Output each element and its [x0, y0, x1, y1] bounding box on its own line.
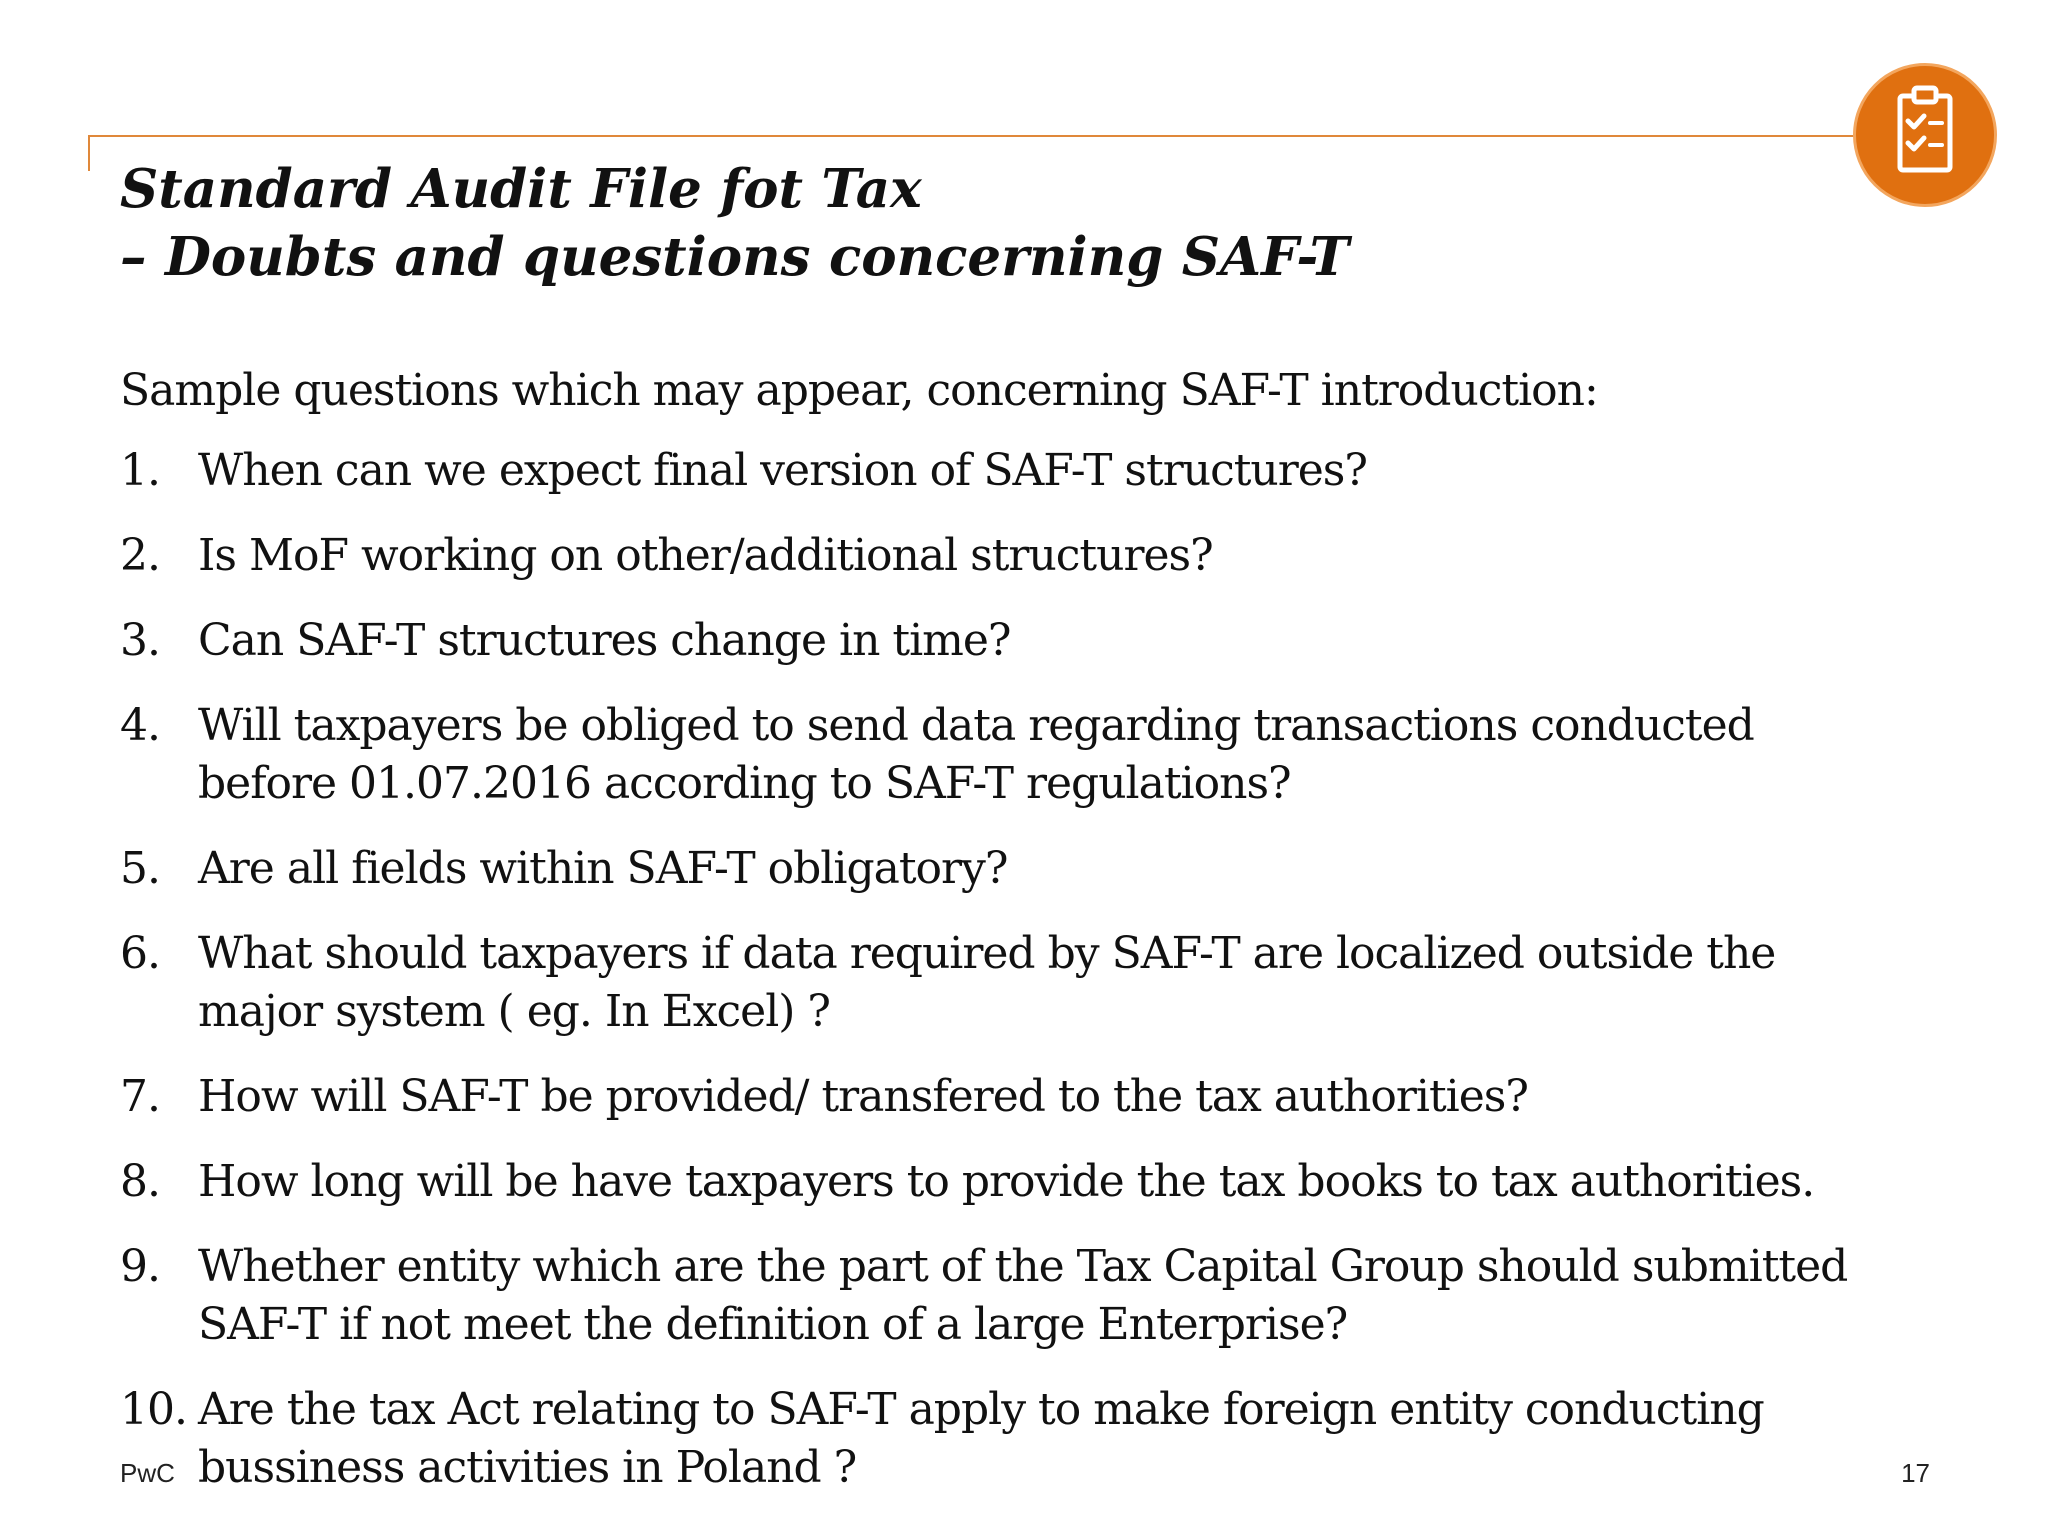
- list-item: [120, 1068, 1920, 1126]
- list-item: [120, 1238, 1920, 1354]
- list-item-text: Are all fields within SAF-T obligatory?: [198, 843, 1008, 894]
- footer-brand: PwC: [120, 1458, 175, 1488]
- list-item-text: What should taxpayers if data required by SAF-T are localized outside the major system ( eg. In Excel) ?: [198, 928, 1776, 1037]
- slide-title: [120, 155, 1770, 291]
- list-item-text: How long will be have taxpayers to provide the tax books to tax authorities.: [198, 1156, 1815, 1207]
- list-item-number: 8.: [120, 1156, 160, 1207]
- list-item-number: 5.: [120, 843, 160, 894]
- list-item-number: 4.: [120, 700, 160, 751]
- list-item-number: 6.: [120, 928, 160, 979]
- list-item-number: 9.: [120, 1241, 160, 1292]
- list-item-text: Can SAF-T structures change in time?: [198, 615, 1011, 666]
- list-item-number: 10.: [120, 1384, 187, 1435]
- slide-title-line-1: Standard Audit File fot Tax: [120, 158, 922, 220]
- list-item: [120, 1153, 1920, 1211]
- list-item: [120, 925, 1920, 1041]
- section-badge: [1853, 63, 1997, 207]
- list-item-text: When can we expect final version of SAF-T structures?: [198, 445, 1367, 496]
- page-number: 17: [1901, 1458, 1930, 1488]
- list-item: [120, 442, 1920, 500]
- list-item-text: Whether entity which are the part of the Tax Capital Group should submitted SAF-T if not meet the definition of a large Enterprise?: [198, 1241, 1848, 1350]
- list-item-text: How will SAF-T be provided/ transfered to the tax authorities?: [198, 1071, 1528, 1122]
- list-item: [120, 697, 1920, 813]
- list-item: [120, 840, 1920, 898]
- slide-title-line-2: – Doubts and questions concerning SAF-T: [120, 226, 1350, 288]
- list-item-text: Are the tax Act relating to SAF-T apply to make foreign entity conducting bussiness activities in Poland ?: [198, 1384, 1764, 1493]
- question-list: [120, 442, 1920, 1524]
- list-item-number: 1.: [120, 445, 160, 496]
- list-item: [120, 612, 1920, 670]
- list-item: [120, 527, 1920, 585]
- header-rule: [88, 135, 1864, 137]
- list-item-number: 7.: [120, 1071, 160, 1122]
- clipboard-checklist-icon: [1856, 66, 1994, 204]
- list-item-number: 3.: [120, 615, 160, 666]
- header-rule-tick: [88, 135, 90, 171]
- intro-text: Sample questions which may appear, concerning SAF-T introduction:: [120, 365, 1598, 416]
- list-item-number: 2.: [120, 530, 160, 581]
- list-item-text: Will taxpayers be obliged to send data regarding transactions conducted before 01.07.2016 according to SAF-T regulations?: [198, 700, 1754, 809]
- list-item: [120, 1381, 1920, 1497]
- list-item-text: Is MoF working on other/additional structures?: [198, 530, 1213, 581]
